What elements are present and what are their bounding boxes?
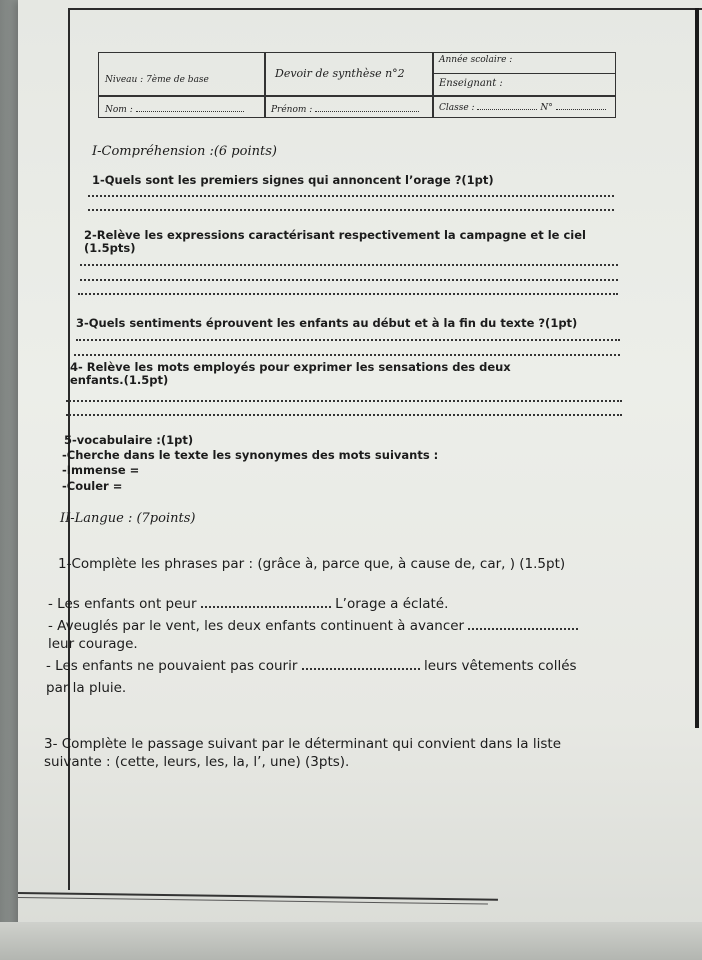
- page-frame-right: [687, 8, 699, 728]
- nom-field: [105, 101, 260, 115]
- section1-title: I-Compréhension :(6 points): [92, 144, 277, 159]
- question-1: 1-Quels sont les premiers signes qui annoncent l’orage ?(1pt): [92, 173, 494, 187]
- header-table: [98, 52, 616, 118]
- classe-label: Classe :: [439, 103, 475, 113]
- classe-blank: [477, 99, 537, 110]
- sentence-3: [46, 658, 577, 674]
- sentence-1-start: - Les enfants ont peur: [48, 596, 197, 612]
- sentence-2: [48, 618, 578, 634]
- vocab-immense: -Immense =: [62, 463, 140, 477]
- sentence-3-end: leurs vêtements collés: [424, 658, 577, 674]
- question-4: 4- Relève les mots employés pour exprimer les sensations des deux: [70, 360, 511, 374]
- section2-title: II-Langue : (7points): [60, 511, 196, 526]
- answer-line: [80, 279, 618, 281]
- question-2: 2-Relève les expressions caractérisant respectivement la campagne et le ciel: [84, 228, 586, 242]
- sentence-3-cont: par la pluie.: [46, 680, 127, 696]
- question-2-points: (1.5pts): [84, 241, 136, 255]
- sentence-1-blank: [201, 596, 331, 608]
- question-5-instruction: -Cherche dans le texte les synonymes des mots suivants :: [62, 448, 439, 462]
- sentence-2-end: leur courage.: [48, 636, 138, 652]
- nom-label: Nom :: [105, 105, 133, 115]
- sentence-1-end: L’orage a éclaté.: [335, 596, 449, 612]
- annee-label: Année scolaire :: [439, 55, 513, 65]
- question-5-title: 5-vocabulaire :(1pt): [64, 433, 194, 447]
- answer-line: [80, 264, 618, 266]
- answer-line: [88, 195, 614, 197]
- question-3: 3-Quels sentiments éprouvent les enfants au début et à la fin du texte ?(1pt): [76, 316, 578, 330]
- exercise-3: 3- Complète le passage suivant par le déterminant qui convient dans la liste: [44, 736, 561, 752]
- nom-blank: [136, 101, 244, 112]
- answer-line: [76, 339, 620, 341]
- page-bottom-edge: [0, 922, 702, 960]
- devoir-title: Devoir de synthèse n°2: [275, 67, 405, 80]
- niveau-label: Niveau : 7ème de base: [105, 75, 209, 85]
- numero-blank: [556, 99, 606, 110]
- sentence-3-blank: [302, 658, 420, 670]
- answer-line: [66, 414, 622, 416]
- answer-line: [74, 354, 620, 356]
- numero-label: N°: [540, 103, 553, 113]
- sentence-1: [48, 596, 448, 612]
- prenom-field: [271, 101, 431, 115]
- enseignant-label: Enseignant :: [439, 78, 503, 89]
- sentence-2-start: - Aveuglés par le vent, les deux enfants continuent à avancer: [48, 618, 465, 634]
- vocab-couler: -Couler =: [62, 479, 123, 493]
- answer-line: [66, 400, 622, 402]
- classe-field: [439, 99, 615, 113]
- question-4-cont: enfants.(1.5pt): [70, 373, 169, 387]
- prenom-label: Prénom :: [271, 105, 313, 115]
- answer-line: [88, 209, 614, 211]
- sentence-3-start: - Les enfants ne pouvaient pas courir: [46, 658, 298, 674]
- answer-line: [78, 293, 618, 295]
- prenom-blank: [315, 101, 419, 112]
- exercise-3-cont: suivante : (cette, leurs, les, la, l’, une) (3pts).: [44, 754, 350, 770]
- sentence-2-blank: [468, 618, 578, 630]
- exercise-1: 1-Complète les phrases par : (grâce à, parce que, à cause de, car, ) (1.5pt): [58, 556, 566, 572]
